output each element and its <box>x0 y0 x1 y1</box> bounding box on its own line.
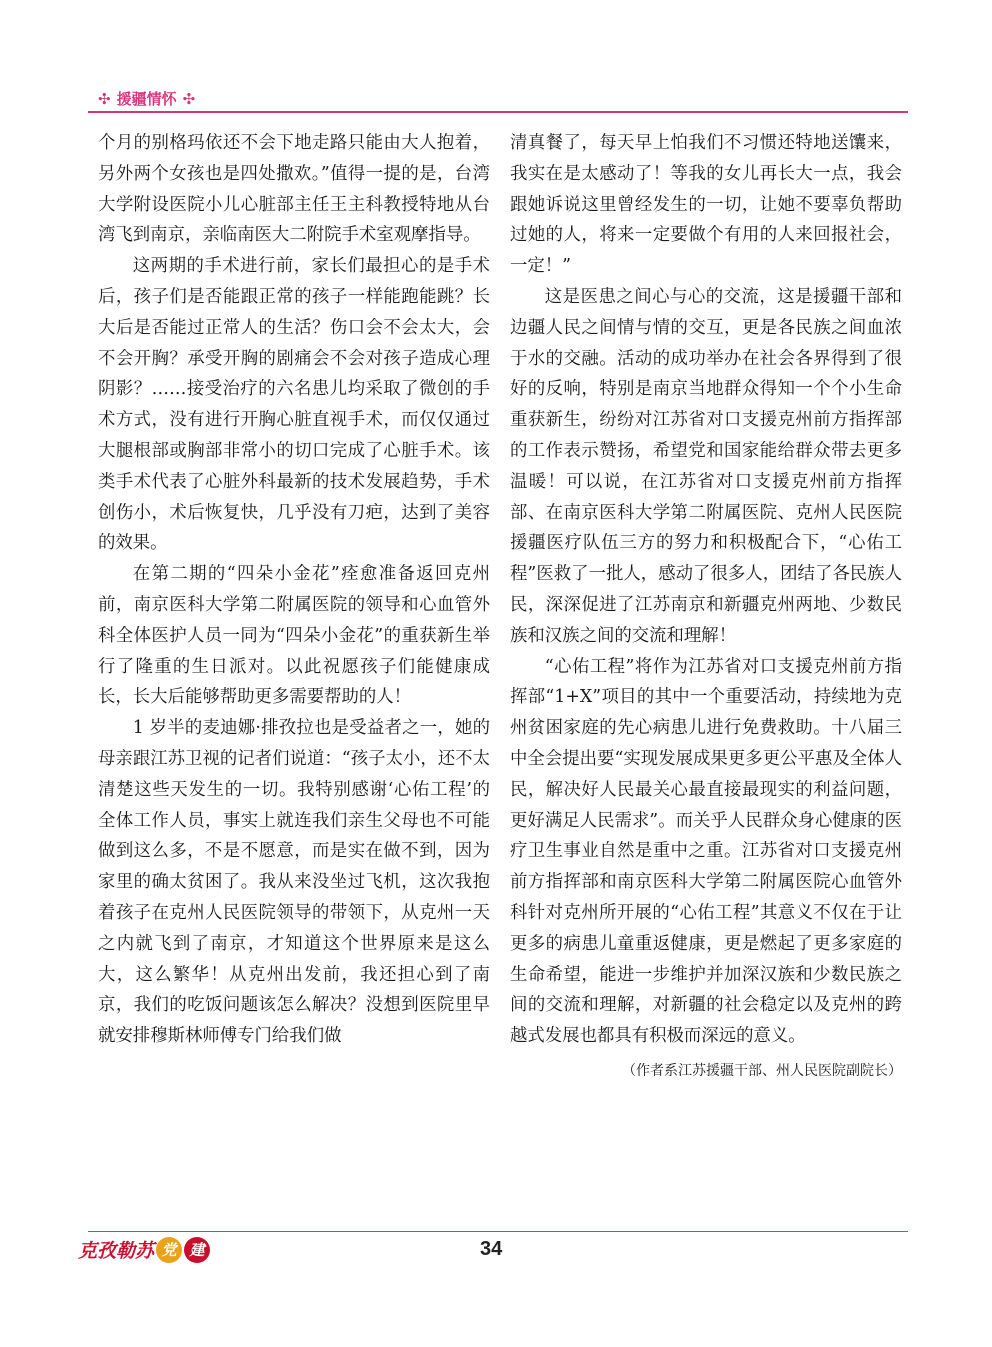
paragraph: 在第二期的“四朵小金花”痊愈准备返回克州前，南京医科大学第二附属医院的领导和心血管外科全体医护人员一同为“四朵小金花”的重获新生举行了隆重的生日派对。以此祝愿孩子们能健康成长，长大后能够帮助更多需要帮助的人！ <box>98 564 490 708</box>
left-column <box>98 128 490 1052</box>
section-title: 援疆情怀 <box>116 90 177 108</box>
header-divider <box>88 111 908 113</box>
paragraph: 这两期的手术进行前，家长们最担心的是手术后，孩子们是否能跟正常的孩子一样能跑能跳？长大后是否能过正常人的生活？伤口会不会太大，会不会开胸？承受开胸的剧痛会不会对孩子造成心理阴影？……接受治疗的六名患儿均采取了微创的手术方式，没有进行开胸心脏直视手术，而仅仅通过大腿根部或胸部非常小的切口完成了心脏手术。该类手术代表了心脏外科最新的技术发展趋势，手术创伤小，术后恢复快，几乎没有刀疤，达到了美容的效果。 <box>98 256 490 554</box>
author-signature: （作者系江苏援疆干部、州人民医院副院长） <box>622 1062 902 1079</box>
logo-badge-jian: 建 <box>184 1237 210 1263</box>
paragraph: 清真餐了，每天早上怕我们不习惯还特地送馕来，我实在是太感动了！等我的女儿再长大一点，我会跟她诉说这里曾经发生的一切，让她不要辜负帮助过她的人，将来一定要做个有用的人来回报社会，一定！” <box>510 133 902 277</box>
logo-text: 克孜勒苏 <box>78 1240 155 1262</box>
logo-badge-dang: 党 <box>156 1237 182 1263</box>
section-header <box>98 88 195 109</box>
ornament-right-icon: ✣ <box>182 89 196 108</box>
paragraph: “心佑工程”将作为江苏省对口支援克州前方指挥部“1+X”项目的其中一个重要活动，持续地为克州贫困家庭的先心病患儿进行免费救助。十八届三中全会提出要“实现发展成果更多更公平惠及全体人民，解决好人民最关心最直接最现实的利益问题，更好满足人民需求”。而关乎人民群众身心健康的医疗卫生事业自然是重中之重。江苏省对口支援克州前方指挥部和南京医科大学第二附属医院心血管外科针对克州所开展的“心佑工程”其意义不仅在于让更多的病患儿童重返健康，更是燃起了更多家庭的生命希望，能进一步维护并加深汉族和少数民族之间的交流和理解，对新疆的社会稳定以及克州的跨越式发展也都具有积极而深远的意义。 <box>510 656 902 1047</box>
right-column <box>510 128 902 1087</box>
footer-divider <box>88 1231 908 1232</box>
paragraph: 这是医患之间心与心的交流，这是援疆干部和边疆人民之间情与情的交互，更是各民族之间血浓于水的交融。活动的成功举办在社会各界得到了很好的反响，特别是南京当地群众得知一个个小生命重获新生，纷纷对江苏省对口支援克州前方指挥部的工作表示赞扬，希望党和国家能给群众带去更多温暖！可以说，在江苏省对口支援克州前方指挥部、在南京医科大学第二附属医院、克州人民医院援疆医疗队伍三方的努力和积极配合下，“心佑工程”医救了一批人，感动了很多人，团结了各民族人民，深深促进了江苏南京和新疆克州两地、少数民族和汉族之间的交流和理解！ <box>510 286 902 646</box>
ornament-left-icon: ✣ <box>98 89 111 108</box>
page-number: 34 <box>480 1238 503 1260</box>
paragraph: 1 岁半的麦迪娜·排孜拉也是受益者之一，她的母亲跟江苏卫视的记者们说道：“孩子太小，还不太清楚这些天发生的一切。我特别感谢‘心佑工程’的全体工作人员，事实上就连我们亲生父母也不可能做到这么多，不是不愿意，而是实在做不到，因为家里的确太贫困了。我从来没坐过飞机，这次我抱着孩子在克州人民医院领导的带领下，从克州一天之内就飞到了南京，才知道这个世界原来是这么大，这么繁华！从克州出发前，我还担心到了南京，我们的吃饭问题该怎么解决？没想到医院里早就安排穆斯林师傅专门给我们做 <box>98 718 490 1047</box>
paragraph: 个月的别格玛依还不会下地走路只能由大人抱着，另外两个女孩也是四处撒欢。”值得一提的是，台湾大学附设医院小儿心脏部主任王主科教授特地从台湾飞到南京，亲临南医大二附院手术室观摩指导。 <box>98 133 490 246</box>
magazine-logo <box>78 1236 210 1263</box>
